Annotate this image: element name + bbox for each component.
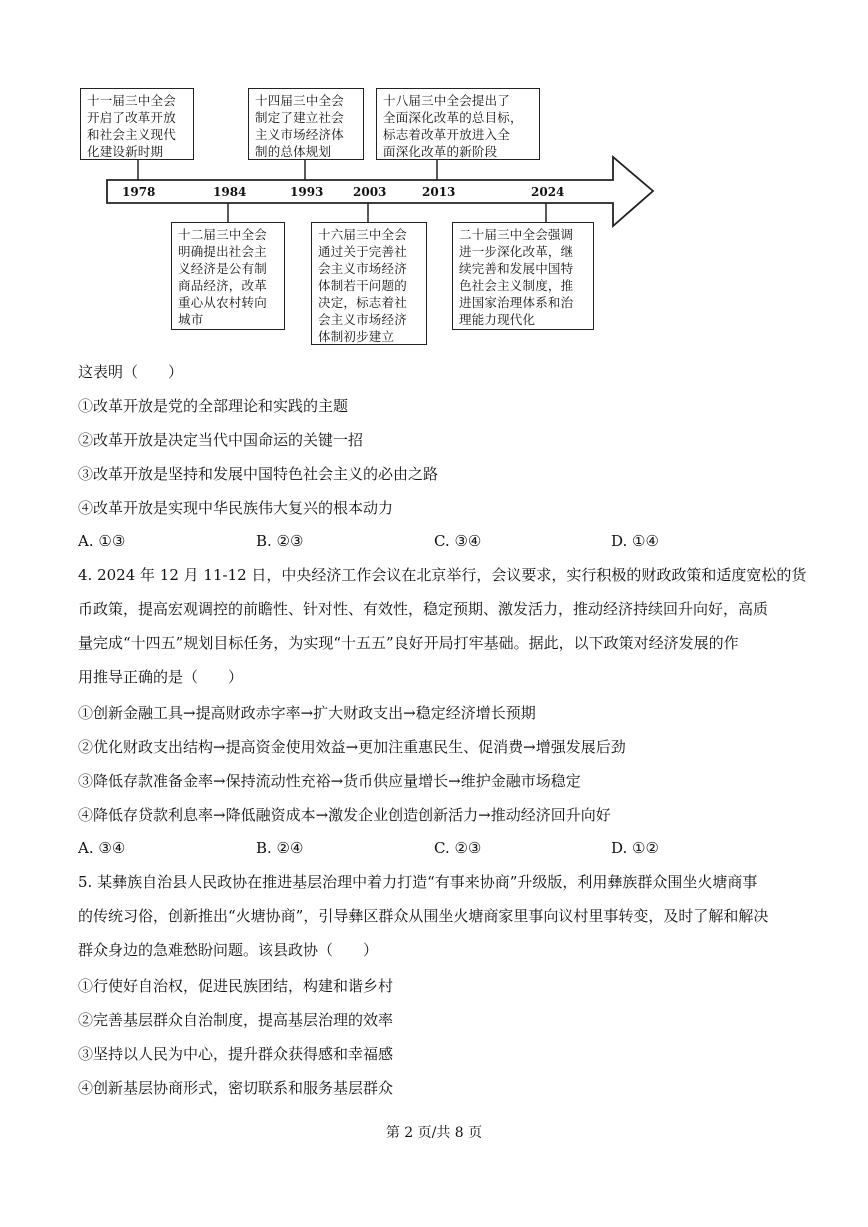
- event-text-line: 通过关于完善社: [318, 244, 407, 259]
- event-text-line: 十二届三中全会: [178, 227, 267, 242]
- event-text-line: 续完善和发展中国特: [459, 261, 574, 276]
- q5-item: ①行使好自治权，促进民族团结，构建和谐乡村: [78, 977, 394, 995]
- event-text-line: 色社会主义制度，推: [459, 278, 574, 293]
- event-text-line: 主义市场经济体: [255, 127, 344, 142]
- q3-item: ③改革开放是坚持和发展中国特色社会主义的必由之路: [78, 465, 439, 483]
- q4-option-d[interactable]: D. ①②: [611, 839, 659, 857]
- year-label: 2024: [531, 185, 565, 199]
- event-text-line: 体制初步建立: [318, 329, 395, 344]
- q4-stem-line: 量完成“十四五”规划目标任务，为实现“十五五”良好开局打牢基础。据此，以下政策对经济发展的作: [78, 634, 739, 652]
- year-label: 1984: [213, 185, 247, 199]
- q5-item: ③坚持以人民为中心，提升群众获得感和幸福感: [78, 1045, 394, 1063]
- event-box-2013: [376, 88, 540, 160]
- q4-stem: [78, 558, 807, 694]
- event-text-line: 二十届三中全会强调: [459, 227, 574, 242]
- event-text-line: 明确提出社会主: [178, 244, 267, 259]
- event-text-line: 十四届三中全会: [255, 93, 344, 108]
- event-text-line: 化建设新时期: [87, 144, 164, 159]
- page-number: 第 2 页/共 8 页: [385, 1125, 483, 1141]
- event-text-line: 和社会主义现代: [87, 127, 176, 142]
- q5-item: ②完善基层群众自治制度，提高基层治理的效率: [78, 1011, 394, 1029]
- event-text-line: 义经济是公有制: [178, 261, 267, 276]
- q3-item: ②改革开放是决定当代中国命运的关键一招: [78, 431, 364, 449]
- q4-stem-line: 用推导正确的是（ ）: [78, 668, 244, 686]
- event-box-1978: [80, 88, 194, 160]
- event-text-line: 进国家治理体系和治: [459, 295, 574, 310]
- event-text-line: 面深化改革的新阶段: [383, 144, 498, 159]
- q3-item: ①改革开放是党的全部理论和实践的主题: [78, 397, 349, 415]
- event-text-line: 决定，标志着社: [318, 295, 407, 310]
- event-text-line: 重心从农村转向: [178, 295, 267, 310]
- q4-item: ②优化财政支出结构→提高资金使用效益→更加注重惠民生、促消费→增强发展后劲: [78, 738, 626, 756]
- event-text-line: 十六届三中全会: [318, 227, 407, 242]
- event-text-line: 理能力现代化: [459, 312, 536, 327]
- event-text-line: 体制若干问题的: [318, 278, 407, 293]
- q3-item: ④改革开放是实现中华民族伟大复兴的根本动力: [78, 499, 394, 517]
- event-box-1993: [248, 88, 364, 160]
- q4-item: ①创新金融工具→提高财政赤字率→扩大财政支出→稳定经济增长预期: [78, 704, 536, 722]
- year-label: 2013: [422, 185, 456, 199]
- year-label: 1993: [290, 185, 324, 199]
- year-label: 2003: [353, 185, 387, 199]
- q4-option-b[interactable]: B. ②④: [256, 839, 304, 857]
- event-box-2003: [311, 222, 427, 345]
- event-text-line: 城市: [178, 312, 204, 327]
- q4-item: ③降低存款准备金率→保持流动性充裕→货币供应量增长→维护金融市场稳定: [78, 772, 581, 790]
- q5-stem-line: 群众身边的急难愁盼问题。该县政协（ ）: [78, 941, 379, 959]
- q3-option-a[interactable]: A. ①③: [78, 532, 126, 550]
- event-text-line: 十一届三中全会: [87, 93, 176, 108]
- event-text-line: 制的总体规划: [255, 144, 332, 159]
- event-text-line: 开启了改革开放: [87, 110, 176, 125]
- q3-option-d[interactable]: D. ①④: [611, 532, 659, 550]
- event-text-line: 进一步深化改革，继: [459, 244, 574, 259]
- q4-option-c[interactable]: C. ②③: [434, 839, 482, 857]
- event-text-line: 会主义市场经济: [318, 312, 407, 327]
- event-text-line: 全面深化改革的总目标，: [383, 110, 523, 125]
- event-box-2024: [452, 222, 594, 330]
- event-text-line: 十八届三中全会提出了: [383, 93, 511, 108]
- q5-stem-line: 的传统习俗，创新推出“火塘协商”，引导彝区群众从围坐火塘商家里事向议村里事转变，及时了解和解决: [78, 907, 769, 925]
- q4-stem-line: 4. 2024 年 12 月 11-12 日，中央经济工作会议在北京举行，会议要求，实行积极的财政政策和适度宽松的货: [78, 566, 807, 584]
- q5-stem-line: 5. 某彝族自治县人民政协在推进基层治理中着力打造“有事来协商”升级版，利用彝族群众围坐火塘商事: [78, 873, 758, 891]
- q4-option-a[interactable]: A. ③④: [78, 839, 126, 857]
- q3-option-b[interactable]: B. ②③: [256, 532, 304, 550]
- event-box-1984: [171, 222, 285, 330]
- event-text-line: 标志着改革开放进入全: [383, 127, 511, 142]
- q3-stem: 这表明（ ）: [78, 363, 184, 381]
- timeline-figure: [0, 0, 868, 350]
- timeline-arrow: [0, 0, 868, 350]
- q5-stem: [78, 865, 798, 967]
- event-text-line: 制定了建立社会: [255, 110, 344, 125]
- year-label: 1978: [122, 185, 156, 199]
- q4-item: ④降低存贷款利息率→降低融资成本→激发企业创造创新活力→推动经济回升向好: [78, 806, 611, 824]
- q4-stem-line: 币政策，提高宏观调控的前瞻性、针对性、有效性，稳定预期、激发活力，推动经济持续回升向好，高质: [78, 600, 769, 618]
- q3-option-c[interactable]: C. ③④: [434, 532, 482, 550]
- event-text-line: 会主义市场经济: [318, 261, 407, 276]
- event-text-line: 商品经济，改革: [178, 278, 267, 293]
- q5-item: ④创新基层协商形式，密切联系和服务基层群众: [78, 1079, 394, 1097]
